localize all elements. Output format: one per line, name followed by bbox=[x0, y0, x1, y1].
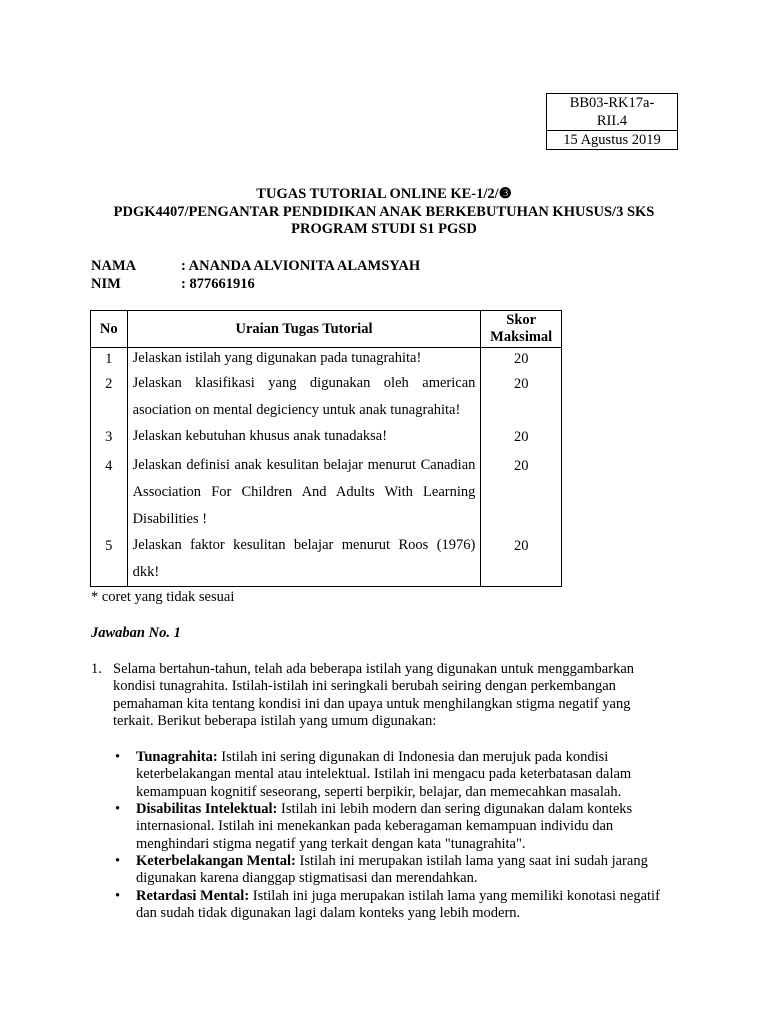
term-text: Istilah ini juga merupakan istilah lama yang memiliki konotasi negatif dan sudah tidak digunakan lagi dalam konteks yang lebih modern. bbox=[136, 887, 660, 921]
task-table bbox=[90, 310, 562, 587]
answer-intro: Selama bertahun-tahun, telah ada beberapa istilah yang digunakan untuk menggambarkan kondisi tunagrahita. Istilah-istilah ini seringkali berubah seiring dengan perkembangan pemahaman kita tentang kondisi ini dan upaya untuk menghilangkan stigma negatif yang terkait. Berikut beberapa istilah yang umum digunakan: bbox=[113, 661, 635, 729]
footnote: * coret yang tidak sesuai bbox=[91, 589, 235, 605]
task-desc: Jelaskan definisi anak kesulitan belajar menurut Canadian Association For Children And Adults With Learning Disabilities ! bbox=[127, 452, 481, 532]
document-code-box bbox=[546, 93, 678, 150]
term-list bbox=[113, 749, 661, 922]
task-score: 20 bbox=[481, 370, 562, 423]
task-no: 1 bbox=[91, 348, 128, 371]
list-item bbox=[113, 749, 661, 801]
term-text: Istilah ini merupakan istilah lama yang saat ini sudah jarang digunakan karena dianggap stigmatisasi dan merendahkan. bbox=[136, 852, 648, 887]
bullet-icon: • bbox=[115, 852, 121, 869]
term-label: Keterbelakangan Mental: bbox=[136, 852, 296, 869]
term-label: Retardasi Mental: bbox=[136, 887, 250, 904]
table-row bbox=[91, 452, 562, 532]
task-no: 4 bbox=[91, 452, 128, 532]
document-date: 15 Agustus 2019 bbox=[547, 131, 678, 150]
document-header bbox=[60, 186, 708, 239]
name-value: : ANANDA ALVIONITA ALAMSYAH bbox=[181, 258, 421, 274]
table-row bbox=[91, 423, 562, 452]
task-desc: Jelaskan klasifikasi yang digunakan oleh american asociation on mental degiciency untuk anak tunagrahita! bbox=[127, 370, 481, 423]
task-no: 2 bbox=[91, 370, 128, 423]
header-program: PROGRAM STUDI S1 PGSD bbox=[291, 221, 477, 237]
header-title: TUGAS TUTORIAL ONLINE KE-1/2/❸ bbox=[256, 186, 512, 202]
task-score: 20 bbox=[481, 452, 562, 532]
table-row bbox=[91, 348, 562, 371]
term-text: Istilah ini lebih modern dan sering digunakan dalam konteks internasional. Istilah ini menekankan pada keberagaman kemampuan individu dan menghindari stigma negatif yang terkait dengan kata "tunagrahita". bbox=[136, 801, 633, 852]
term-label: Disabilitas Intelektual: bbox=[136, 801, 278, 818]
bullet-icon: • bbox=[115, 749, 121, 766]
col-header-score: Skor Maksimal bbox=[481, 311, 562, 348]
bullet-icon: • bbox=[115, 887, 121, 904]
document-code: BB03-RK17a- RII.4 bbox=[547, 94, 678, 131]
list-item bbox=[113, 888, 661, 923]
task-score: 20 bbox=[481, 423, 562, 452]
answer-heading: Jawaban No. 1 bbox=[91, 625, 181, 641]
task-score: 20 bbox=[481, 532, 562, 586]
task-no: 3 bbox=[91, 423, 128, 452]
nim-value: : 877661916 bbox=[181, 275, 255, 292]
term-text: Istilah ini sering digunakan di Indonesia dan merujuk pada kondisi keterbelakangan mental atau intelektual. Istilah ini mengacu pada keterbatasan dalam kemampuan kognitif seseorang, seperti berpikir, belajar, dan memecahkan masalah. bbox=[136, 749, 632, 800]
col-header-desc: Uraian Tugas Tutorial bbox=[127, 311, 481, 348]
student-identity bbox=[91, 258, 420, 293]
answer-number: 1. bbox=[91, 661, 102, 677]
list-item bbox=[113, 801, 661, 853]
term-label: Tunagrahita: bbox=[136, 749, 218, 766]
bullet-icon: • bbox=[115, 801, 121, 818]
list-item bbox=[113, 853, 661, 888]
task-no: 5 bbox=[91, 532, 128, 586]
table-row bbox=[91, 370, 562, 423]
task-desc: Jelaskan faktor kesulitan belajar menurut Roos (1976) dkk! bbox=[127, 532, 481, 586]
answer-block bbox=[91, 661, 661, 922]
nim-label: NIM bbox=[91, 275, 121, 292]
table-row bbox=[91, 532, 562, 586]
task-score: 20 bbox=[481, 348, 562, 371]
task-desc: Jelaskan istilah yang digunakan pada tunagrahita! bbox=[127, 348, 481, 371]
col-header-no: No bbox=[91, 311, 128, 348]
name-label: NAMA bbox=[91, 258, 137, 274]
header-course: PDGK4407/PENGANTAR PENDIDIKAN ANAK BERKEBUTUHAN KHUSUS/3 SKS bbox=[113, 203, 655, 220]
task-desc: Jelaskan kebutuhan khusus anak tunadaksa! bbox=[127, 423, 481, 452]
